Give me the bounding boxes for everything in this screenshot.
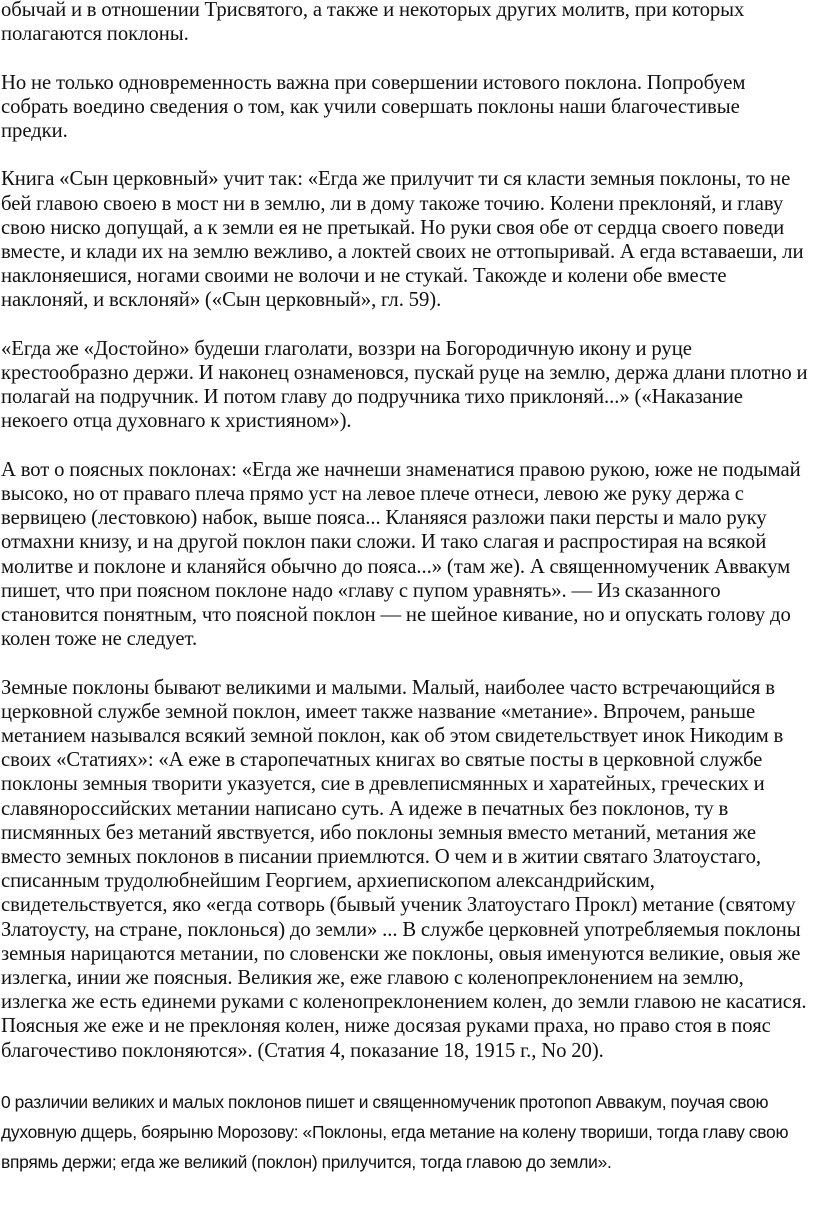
- paragraph-5: А вот о поясных поклонах: «Егда же начнеши знаменатися правою рукою, юже не подымай высоко, но от праваго плеча прямо уст на левое плече отнеси, левою же руку держа с вервицею (лестовкою) набок, выше пояса... Кланяяся разложи паки персты и мало руку отмахни книзу, и на другой поклон паки сложи. И тако слагая и распростирая на всякой молитве и поклоне и кланяйся обычно до пояса...» (там же). А священномученик Аввакум пишет, что при поясном поклоне надо «главу с пупом уравнять». — Из сказанного становится понятным, что поясной поклон — не шейное кивание, но и опускать голову до колен тоже не следует.: [1, 458, 801, 651]
- paragraph-6: Земные поклоны бывают великими и малыми. Малый, наиболее часто встречающийся в церковной службе земной поклон, имеет также название «метание». Впрочем, раньше метанием назывался всякий земной поклон, как об этом свидетельствует инок Никодим в своих «Статиях»: «А еже в старопечатных книгах во святые посты в церковной службе поклоны земныя творити указуется, сие в древлеписмянных и харатейных, греческих и славянороссийских метании написано суть. А идеже в печатных без поклонов, ту в писмянных без метаний явствуется, ибо поклоны земныя вместо метаний, метания же вместо земных поклонов в писании приемлются. О чем и в житии святаго Златоустаго, списанным трудолюбнейшим Георгием, архиепископом александрийским, свидетельствуется, яко «егда сотворь (бывый ученик Златоустаго Прокл) метание (святому Златоусту, на стране, поклонься) до земли» ... В службе церковней употребляемыя поклоны земныя нарицаются метании, по словенски же поклоны, овыя именуются великие, овыя же излегка, инии же поясныя. Великия же, еже главою с коленопреклонением на землю, излегка же есть единеми руками с коленопреклонением колен, до земли главою не касатися. Поясныя же еже и не преклоняя колен, ниже досязая руками праха, но право стоя в пояс благочестиво поклоняются». (Статия 4, показание 18, 1915 г., No 20).: [1, 676, 807, 1062]
- paragraph-gap: [1, 434, 811, 458]
- paragraph-2: Но не только одновременность важна при совершении истового поклона. Попробуем собрать воедино сведения о том, как учили совершать поклоны наши благочестивые предки.: [1, 71, 746, 142]
- paragraph-gap: [1, 651, 811, 675]
- paragraph-7: 0 различии великих и малых поклонов пишет и священномученик протопоп Аввакум, поучая свою духовную дщерь, боярыню Морозову: «Поклоны, егда метание на колену твориши, тогда главу свою впрямь держи; егда же великий (поклон) прилучится, тогда главою до земли».: [1, 1092, 789, 1173]
- paragraph-1: обычай и в отношении Трисвятого, а также и некоторых других молитв, при которых полагаются поклоны.: [1, 0, 745, 46]
- paragraph-3: Книга «Сын церковный» учит так: «Егда же прилучит ти ся класти земныя поклоны, то не бей главою своею в мост ни в землю, ли в дому такоже точию. Колени преклоняй, и главу свою ниско допущай, а к земли ея не претыкай. Но руки своя обе от сердца своего поведи вместе, и клади их на землю вежливо, а локтей своих не оттопыривай. А егда вставаеши, ли наклоняешися, ногами своими не волочи и не стукай. Такожде и колени обе вместе наклоняй, и всклоняй» («Сын церковный», гл. 59).: [1, 168, 804, 312]
- paragraph-gap: [1, 1063, 811, 1087]
- paragraph-gap: [1, 46, 811, 70]
- paragraph-4: «Егда же «Достойно» будеши глаголати, воззри на Богородичную икону и руце крестообразно держи. И наконец ознаменовся, пускай руце на землю, держа длани плотно и полагай на подручник. И потом главу до подручника тихо приклоняй...» («Наказание некоего отца духовнаго к християном»).: [1, 337, 808, 433]
- paragraph-gap: [1, 143, 811, 167]
- paragraph-gap: [1, 313, 811, 337]
